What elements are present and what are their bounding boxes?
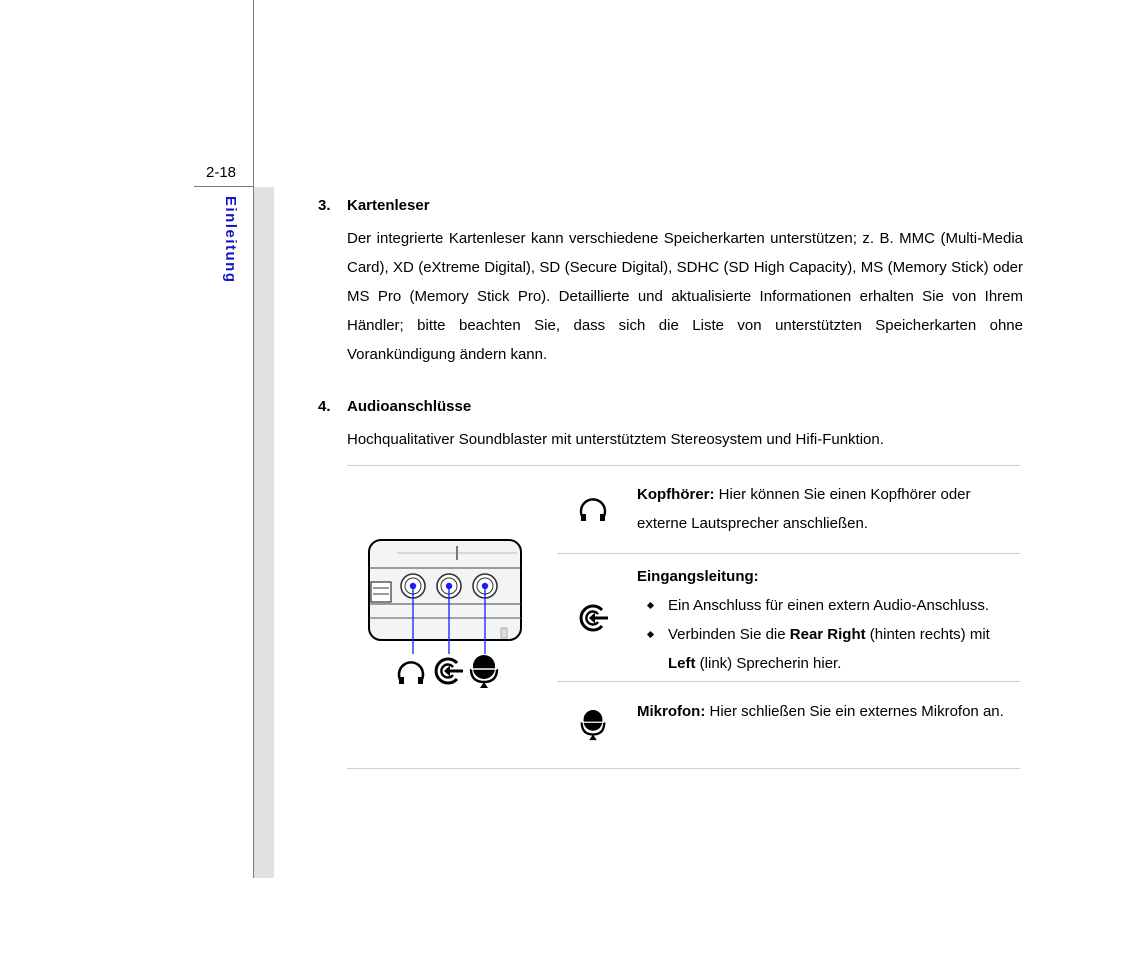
headphone-icon (577, 493, 609, 525)
section-audio-ports (318, 396, 1023, 454)
port-label: Kopfhörer: (637, 486, 715, 503)
port-description (637, 480, 1020, 538)
port-icon-cell (557, 682, 627, 769)
port-label: Eingangsleitung: (637, 568, 759, 585)
port-row-headphone (557, 466, 1020, 552)
section-heading (318, 396, 1023, 425)
section-number: 4. (318, 398, 331, 415)
bullet-bold-text: Rear Right (789, 626, 866, 643)
section-title: Audioanschlüsse (347, 398, 472, 415)
line-in-icon (577, 602, 609, 634)
port-description (637, 697, 1020, 726)
bullet-text: (hinten rechts) mit (865, 626, 990, 643)
bullet-text: (link) Sprecherin hier. (695, 655, 842, 672)
bullet-item (637, 620, 1020, 678)
audio-port-figure (347, 466, 555, 768)
section-title: Kartenleser (347, 197, 430, 214)
section-heading (318, 195, 1023, 224)
section-body: Der integrierte Kartenleser kann verschiedene Speicherkarten unterstützen; z. B. MMC (Multi-Media Card), XD (eXtreme Digital), SD (Secure Digital), SDHC (SD High Capacity), MS (Memory Stick) oder MS Pro (Memory Stick Pro). Detaillierte und aktualisierte Informationen erhalten Sie von Ihrem Händler; bitte beachten Sie, dass sich die Liste von unterstützten Speicherkarten ohne Vorankündigung ändern kann. (347, 230, 1023, 363)
port-text: Hier können Sie einen Kopfhörer oder externe Lautsprecher anschließen. (637, 486, 971, 532)
port-icon-cell (557, 466, 627, 552)
margin-rule-horizontal (194, 186, 254, 187)
section-number: 3. (318, 197, 331, 214)
bullet-text: Verbinden Sie die (668, 626, 790, 643)
audio-port-table (347, 465, 1020, 769)
section-tab: Einleitung (222, 196, 239, 284)
port-description (637, 562, 1020, 678)
microphone-icon (577, 710, 609, 742)
page-number: 2-18 (206, 164, 237, 181)
bullet-item: Ein Anschluss für einen extern Audio-Anschluss. (637, 591, 1020, 620)
section-card-reader (318, 195, 1023, 369)
port-text: Hier schließen Sie ein externes Mikrofon an. (705, 703, 1004, 720)
port-row-line-in (557, 553, 1020, 681)
port-icon-cell (557, 554, 627, 681)
port-label: Mikrofon: (637, 703, 706, 720)
bullet-bold-text: Left (668, 655, 696, 672)
port-row-microphone (557, 681, 1020, 769)
audio-port-illustration (367, 538, 523, 698)
sidebar-band (254, 187, 274, 878)
section-body: Hochqualitativer Soundblaster mit unterstütztem Stereosystem und Hifi-Funktion. (347, 431, 884, 448)
